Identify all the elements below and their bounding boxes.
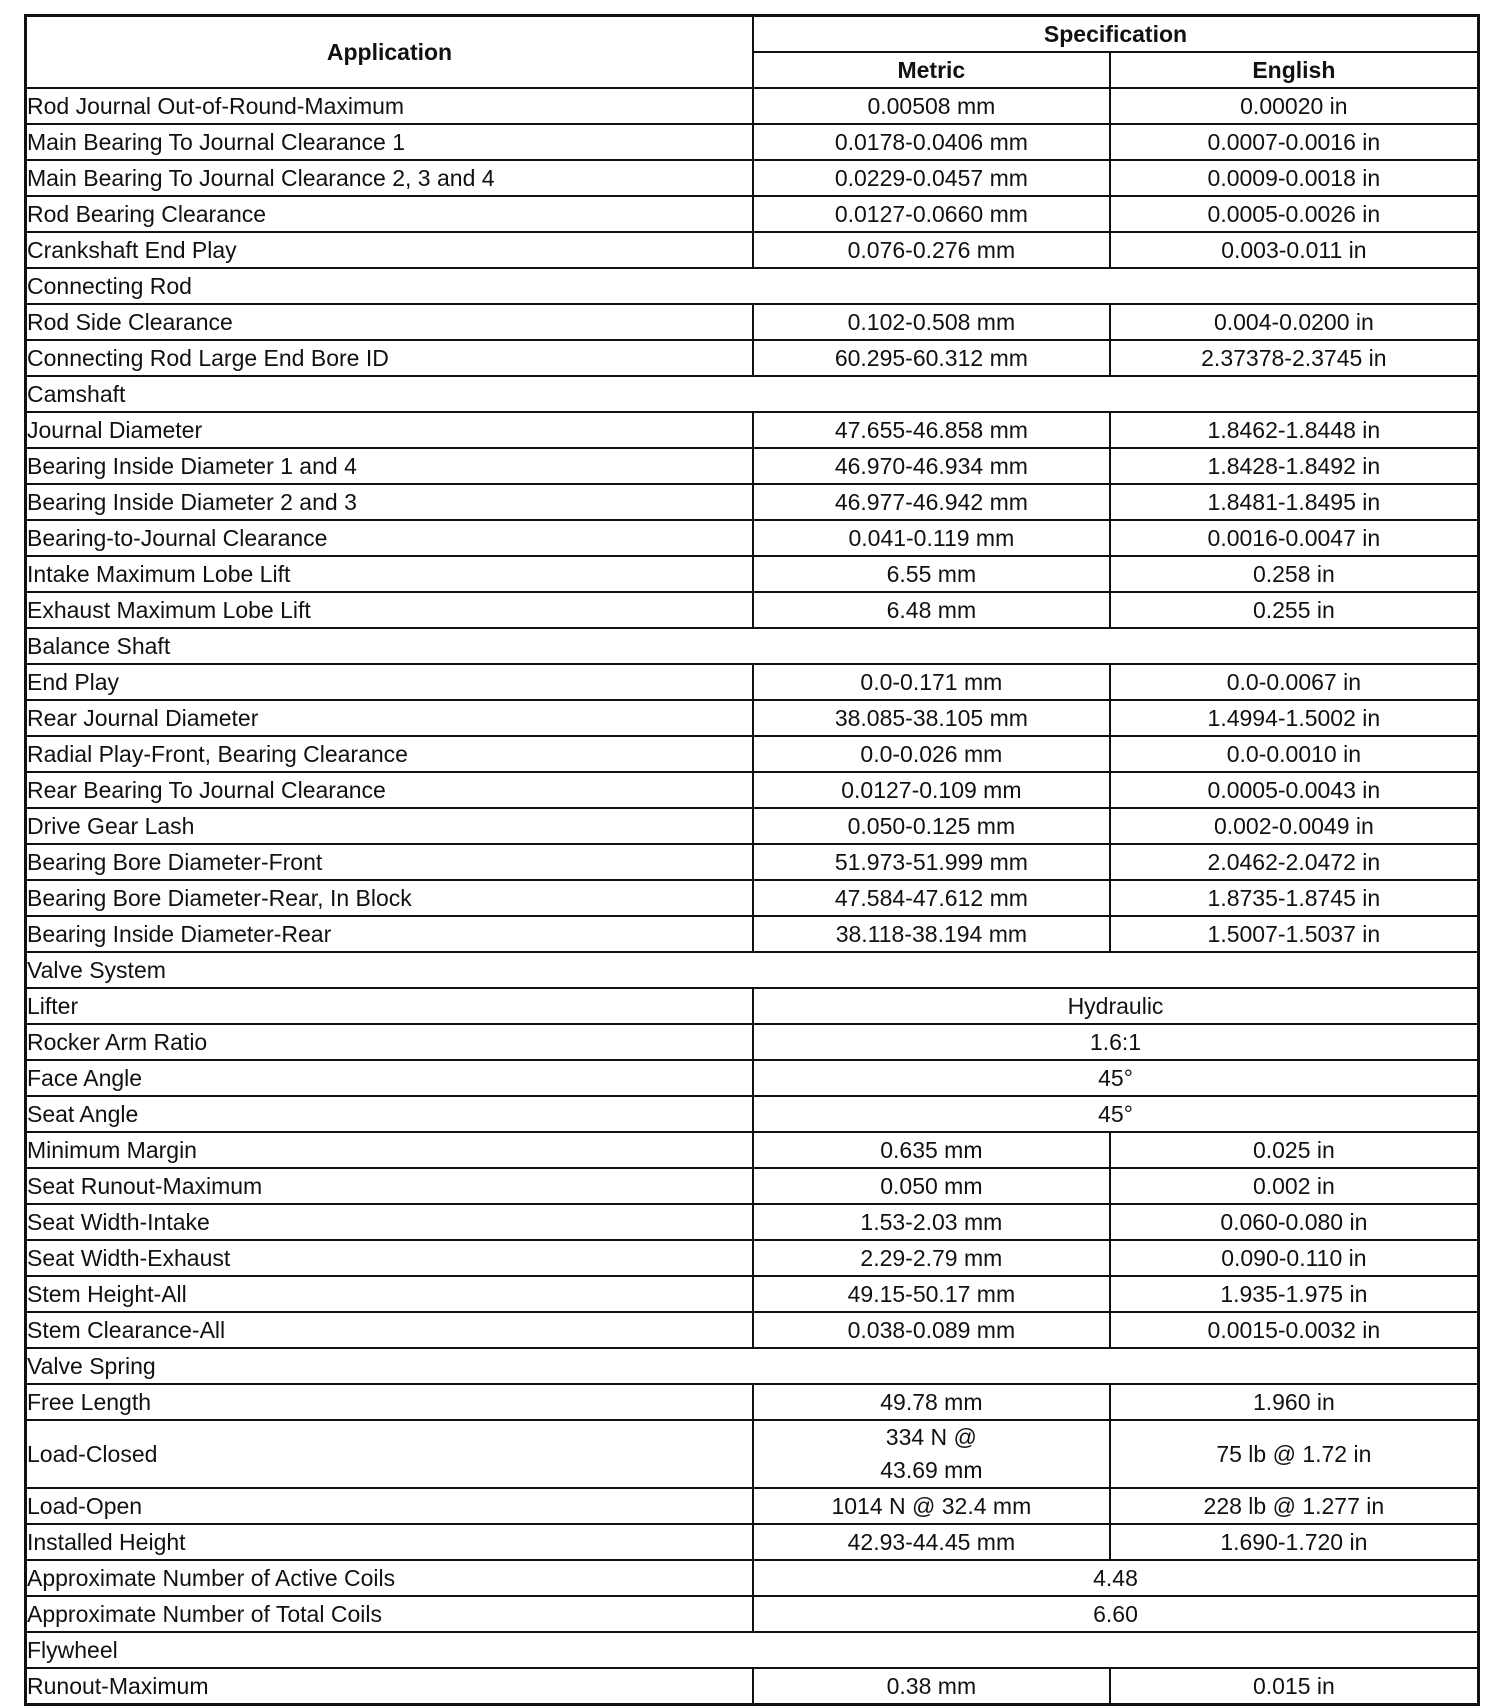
table-row: [26, 88, 1479, 124]
english-cell: 1.4994-1.5002 in: [1110, 700, 1479, 736]
metric-cell: 46.977-46.942 mm: [753, 484, 1110, 520]
metric-cell: 38.085-38.105 mm: [753, 700, 1110, 736]
application-cell: Radial Play-Front, Bearing Clearance: [26, 736, 754, 772]
metric-cell: 0.0-0.026 mm: [753, 736, 1110, 772]
table-row: [26, 1240, 1479, 1276]
application-cell: Lifter: [26, 988, 754, 1024]
metric-cell: 6.48 mm: [753, 592, 1110, 628]
metric-cell: 0.38 mm: [753, 1668, 1110, 1705]
table-row: [26, 1420, 1479, 1488]
table-row: [26, 448, 1479, 484]
header-row-top: [26, 16, 1479, 53]
application-column-header: Application: [26, 16, 754, 89]
english-cell: 1.5007-1.5037 in: [1110, 916, 1479, 952]
specification-cell: 45°: [753, 1060, 1479, 1096]
english-cell: 0.025 in: [1110, 1132, 1479, 1168]
specification-cell: 4.48: [753, 1560, 1479, 1596]
application-cell: Journal Diameter: [26, 412, 754, 448]
application-cell: Approximate Number of Active Coils: [26, 1560, 754, 1596]
metric-cell: 6.55 mm: [753, 556, 1110, 592]
english-cell: 0.015 in: [1110, 1668, 1479, 1705]
english-cell: 1.8481-1.8495 in: [1110, 484, 1479, 520]
metric-cell: 47.584-47.612 mm: [753, 880, 1110, 916]
application-cell: Bearing Inside Diameter 2 and 3: [26, 484, 754, 520]
application-cell: End Play: [26, 664, 754, 700]
english-cell: 2.0462-2.0472 in: [1110, 844, 1479, 880]
specification-cell: 45°: [753, 1096, 1479, 1132]
section-label: Connecting Rod: [26, 268, 1479, 304]
metric-column-header: Metric: [753, 52, 1110, 88]
application-cell: Seat Angle: [26, 1096, 754, 1132]
english-cell: 0.0016-0.0047 in: [1110, 520, 1479, 556]
english-cell: 0.0005-0.0026 in: [1110, 196, 1479, 232]
metric-cell: 0.0178-0.0406 mm: [753, 124, 1110, 160]
metric-cell: 0.050-0.125 mm: [753, 808, 1110, 844]
application-cell: Stem Height-All: [26, 1276, 754, 1312]
table-row: [26, 196, 1479, 232]
table-row: [26, 160, 1479, 196]
specification-cell: 1.6:1: [753, 1024, 1479, 1060]
application-cell: Face Angle: [26, 1060, 754, 1096]
application-cell: Seat Width-Exhaust: [26, 1240, 754, 1276]
section-row: [26, 376, 1479, 412]
section-row: [26, 952, 1479, 988]
metric-cell: 0.102-0.508 mm: [753, 304, 1110, 340]
english-column-header: English: [1110, 52, 1479, 88]
application-cell: Main Bearing To Journal Clearance 1: [26, 124, 754, 160]
english-cell: 0.002-0.0049 in: [1110, 808, 1479, 844]
table-row: [26, 1668, 1479, 1705]
english-cell: 0.0-0.0067 in: [1110, 664, 1479, 700]
table-row: [26, 1060, 1479, 1096]
table-row: [26, 1132, 1479, 1168]
table-row: [26, 1488, 1479, 1524]
table-row: [26, 1384, 1479, 1420]
english-cell: 75 lb @ 1.72 in: [1110, 1420, 1479, 1488]
application-cell: Intake Maximum Lobe Lift: [26, 556, 754, 592]
application-cell: Seat Runout-Maximum: [26, 1168, 754, 1204]
section-label: Valve Spring: [26, 1348, 1479, 1384]
application-cell: Drive Gear Lash: [26, 808, 754, 844]
table-row: [26, 1524, 1479, 1560]
table-row: [26, 880, 1479, 916]
table-row: [26, 808, 1479, 844]
english-cell: 0.258 in: [1110, 556, 1479, 592]
specification-column-header: Specification: [753, 16, 1479, 53]
metric-cell: 0.0127-0.0660 mm: [753, 196, 1110, 232]
table-row: [26, 484, 1479, 520]
specification-cell: Hydraulic: [753, 988, 1479, 1024]
metric-cell: 0.050 mm: [753, 1168, 1110, 1204]
table-row: [26, 556, 1479, 592]
metric-cell: 47.655-46.858 mm: [753, 412, 1110, 448]
english-cell: 2.37378-2.3745 in: [1110, 340, 1479, 376]
application-cell: Minimum Margin: [26, 1132, 754, 1168]
metric-cell: 60.295-60.312 mm: [753, 340, 1110, 376]
table-row: [26, 1596, 1479, 1632]
english-cell: 0.003-0.011 in: [1110, 232, 1479, 268]
english-cell: 0.0005-0.0043 in: [1110, 772, 1479, 808]
table-row: [26, 232, 1479, 268]
section-row: [26, 268, 1479, 304]
english-cell: 0.004-0.0200 in: [1110, 304, 1479, 340]
table-row: [26, 844, 1479, 880]
application-cell: Bearing Bore Diameter-Front: [26, 844, 754, 880]
english-cell: 0.090-0.110 in: [1110, 1240, 1479, 1276]
application-cell: Crankshaft End Play: [26, 232, 754, 268]
table-row: [26, 700, 1479, 736]
application-cell: Load-Closed: [26, 1420, 754, 1488]
table-row: [26, 304, 1479, 340]
table-row: [26, 772, 1479, 808]
english-cell: 1.690-1.720 in: [1110, 1524, 1479, 1560]
metric-cell: 49.78 mm: [753, 1384, 1110, 1420]
metric-cell: 51.973-51.999 mm: [753, 844, 1110, 880]
metric-cell: 42.93-44.45 mm: [753, 1524, 1110, 1560]
table-row: [26, 1276, 1479, 1312]
english-cell: 0.255 in: [1110, 592, 1479, 628]
english-cell: 0.0-0.0010 in: [1110, 736, 1479, 772]
table-body: [26, 88, 1479, 1705]
table-row: [26, 1204, 1479, 1240]
metric-cell: 1014 N @ 32.4 mm: [753, 1488, 1110, 1524]
application-cell: Load-Open: [26, 1488, 754, 1524]
metric-cell: 46.970-46.934 mm: [753, 448, 1110, 484]
english-cell: 1.8462-1.8448 in: [1110, 412, 1479, 448]
english-cell: 228 lb @ 1.277 in: [1110, 1488, 1479, 1524]
table-row: [26, 988, 1479, 1024]
english-cell: 0.002 in: [1110, 1168, 1479, 1204]
application-cell: Exhaust Maximum Lobe Lift: [26, 592, 754, 628]
english-cell: 1.8735-1.8745 in: [1110, 880, 1479, 916]
application-cell: Bearing Inside Diameter 1 and 4: [26, 448, 754, 484]
metric-cell: 0.00508 mm: [753, 88, 1110, 124]
metric-cell: 1.53-2.03 mm: [753, 1204, 1110, 1240]
section-label: Camshaft: [26, 376, 1479, 412]
application-cell: Rod Side Clearance: [26, 304, 754, 340]
table-row: [26, 340, 1479, 376]
section-label: Valve System: [26, 952, 1479, 988]
english-cell: 0.00020 in: [1110, 88, 1479, 124]
application-cell: Seat Width-Intake: [26, 1204, 754, 1240]
metric-cell: [753, 1420, 1110, 1488]
application-cell: Rear Journal Diameter: [26, 700, 754, 736]
application-cell: Bearing Bore Diameter-Rear, In Block: [26, 880, 754, 916]
table-row: [26, 1168, 1479, 1204]
english-cell: 1.960 in: [1110, 1384, 1479, 1420]
metric-cell: 49.15-50.17 mm: [753, 1276, 1110, 1312]
section-row: [26, 628, 1479, 664]
section-row: [26, 1348, 1479, 1384]
application-cell: Bearing-to-Journal Clearance: [26, 520, 754, 556]
english-cell: 1.935-1.975 in: [1110, 1276, 1479, 1312]
application-cell: Main Bearing To Journal Clearance 2, 3 and 4: [26, 160, 754, 196]
english-cell: 0.0015-0.0032 in: [1110, 1312, 1479, 1348]
table-row: [26, 520, 1479, 556]
metric-cell: 38.118-38.194 mm: [753, 916, 1110, 952]
application-cell: Free Length: [26, 1384, 754, 1420]
metric-cell: 0.0127-0.109 mm: [753, 772, 1110, 808]
metric-cell: 2.29-2.79 mm: [753, 1240, 1110, 1276]
table-header: [26, 16, 1479, 89]
metric-cell: 0.041-0.119 mm: [753, 520, 1110, 556]
table-row: [26, 1024, 1479, 1060]
metric-cell: 0.0-0.171 mm: [753, 664, 1110, 700]
specification-cell: 6.60: [753, 1596, 1479, 1632]
table-row: [26, 592, 1479, 628]
application-cell: Rocker Arm Ratio: [26, 1024, 754, 1060]
english-cell: 0.0009-0.0018 in: [1110, 160, 1479, 196]
application-cell: Rear Bearing To Journal Clearance: [26, 772, 754, 808]
application-cell: Rod Journal Out-of-Round-Maximum: [26, 88, 754, 124]
metric-value: 334 N @ 43.69 mm: [880, 1424, 983, 1483]
metric-cell: 0.038-0.089 mm: [753, 1312, 1110, 1348]
application-cell: Rod Bearing Clearance: [26, 196, 754, 232]
metric-cell: 0.635 mm: [753, 1132, 1110, 1168]
application-cell: Approximate Number of Total Coils: [26, 1596, 754, 1632]
english-cell: 0.060-0.080 in: [1110, 1204, 1479, 1240]
table-row: [26, 664, 1479, 700]
section-row: [26, 1632, 1479, 1668]
table-row: [26, 1096, 1479, 1132]
table-row: [26, 736, 1479, 772]
english-cell: 1.8428-1.8492 in: [1110, 448, 1479, 484]
application-cell: Connecting Rod Large End Bore ID: [26, 340, 754, 376]
table-row: [26, 1560, 1479, 1596]
table-row: [26, 124, 1479, 160]
section-label: Flywheel: [26, 1632, 1479, 1668]
english-cell: 0.0007-0.0016 in: [1110, 124, 1479, 160]
specification-table: [24, 14, 1480, 1706]
application-cell: Installed Height: [26, 1524, 754, 1560]
table-row: [26, 412, 1479, 448]
table-row: [26, 1312, 1479, 1348]
metric-cell: 0.0229-0.0457 mm: [753, 160, 1110, 196]
application-cell: Stem Clearance-All: [26, 1312, 754, 1348]
application-cell: Bearing Inside Diameter-Rear: [26, 916, 754, 952]
application-cell: Runout-Maximum: [26, 1668, 754, 1705]
section-label: Balance Shaft: [26, 628, 1479, 664]
table-row: [26, 916, 1479, 952]
metric-cell: 0.076-0.276 mm: [753, 232, 1110, 268]
